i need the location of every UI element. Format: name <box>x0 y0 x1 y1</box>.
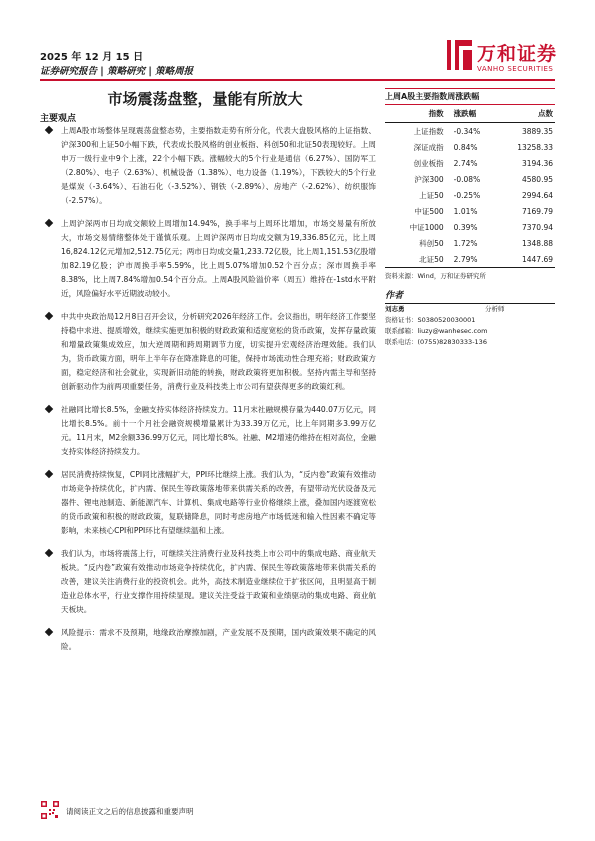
table-header-row <box>385 105 555 123</box>
page-title: 市场震荡盘整，量能有所放大 <box>107 90 303 108</box>
column-header: 点数 <box>507 105 555 123</box>
table-row: 科创50 1.72% 1348.88 <box>419 238 553 248</box>
index-table <box>385 105 555 268</box>
author-email: 联系邮箱：liuzy@wanhesec.com <box>385 327 488 335</box>
table-row: 中证500 1.01% 7169.79 <box>414 206 553 216</box>
diamond-bullet-icon <box>45 312 53 320</box>
company-logo <box>447 38 575 80</box>
author-phone: 联系电话：(0755)82830333-136 <box>385 338 487 346</box>
index-table-title: 上周A股主要指数周涨跌幅 <box>385 88 555 105</box>
bullet-item: 居民消费持续恢复，CPI同比涨幅扩大，PPI环比继续上涨。我们认为，“反内卷”政策有效推动市场竞争持续优化，扩内需、保民生等政策落地带来供需关系的改善，有望带动光伏设备及元器件、锂电池制造、新能源汽车、计算机、集成电路等行业价格继续上涨，叠加国内逐渡宽松的货币政策和积极的财政政策，复联储降息，同时考虑房地产市场低迷和输入性因素不确定等影响，未来核心CPI和PPI环比有望继续温和上涨。 <box>46 468 376 538</box>
column-header: 涨跌幅 <box>446 105 507 123</box>
bullet-item: 上周沪深两市日均成交额较上周增加14.94%，换手率与上周环比增加，市场交易量有所放大，市场交易情绪整体处于谨慎乐观。上周沪深两市日均成交额为19,336.85亿元，比上周16,824.12亿元增加2,512.75亿元；两市日均成交量1,233.72亿股，比上周1,151.53亿股增加82.19亿股；沪市周换手率5.59%，比上周5.07%增加0.52个百分点；深市周换手率8.38%，比上周7.84%增加0.54个百分点。上周A股风险溢价率（周五）维持在-1std水平附近，风险偏好水平近期波动较小。 <box>46 217 376 301</box>
section-label: 主要观点 <box>40 114 77 124</box>
table-row: 沪深300 -0.08% 4580.95 <box>414 174 553 184</box>
table-row: 深证成指 0.84% 13258.33 <box>413 142 553 152</box>
diamond-bullet-icon <box>45 470 53 478</box>
qr-code-icon <box>40 800 60 820</box>
table-row: 北证50 2.79% 1447.69 <box>385 251 555 268</box>
diamond-bullet-icon <box>45 405 53 413</box>
table-row: 上证50 -0.25% 2994.64 <box>419 190 553 200</box>
report-date: 2025 年 12 月 15 日 <box>40 52 144 63</box>
bullet-item: 中共中央政治局12月8日召开会议，分析研究2026年经济工作。会议指出，明年经济工作要坚持稳中求进、提质增效，继续实施更加积极的财政政策和适度宽松的货币政策，发挥存量政策和增量政策集成效应，加大逆周期和跨周期调节力度，切实提升宏观经济治理效能。我们认为，货币政策方面，明年上半年存在降准降息的可能，保持市场流动性合理充裕；财政政策方面，稳定经济和社会就业，实现新旧动能的转换，财政政策将更加积极。坚持内需主导和坚持创新驱动作为前两项重要任务，消费行业及科技类上市公司有望获得更多的政策红利。 <box>46 310 376 394</box>
bullet-item: 上周A股市场整体呈现震荡盘整态势，主要指数走势有所分化，代表大盘股风格的上证指数、沪深300和上证50小幅下跌，代表成长股风格的创业板指、科创50和北证50表现较好。上周申万一级行业中9个上涨，22个小幅下跌。涨幅较大的5个行业是通信（6.27%）、国防军工（2.80%）、电子（2.63%）、机械设备（1.38%）、电力设备（1.19%），下跌较大的5个行业是煤炭（-3.64%）、石油石化（-3.52%）、钢铁（-2.89%）、房地产（-2.62%）、纺织服饰（-2.57%）。 <box>46 124 376 208</box>
table-row: 中证1000 0.39% 7370.94 <box>409 222 553 232</box>
bullet-item: 风险提示：需求不及预期，地缘政治摩擦加剧，产业发展不及预期，国内政策效果不确定的风险。 <box>46 626 376 654</box>
diamond-bullet-icon <box>45 126 53 134</box>
bullet-item: 我们认为，市场将震荡上行，可继续关注消费行业及科技类上市公司中的集成电路、商业航天板块。“反内卷”政策有效推动市场竞争持续优化，扩内需、保民生等政策落地带来供需关系的改善，建议关注消费行业的投资机会。此外，高技术制造业继续位于扩张区间，且明显高于制造业总体水平，行业支撑作用持续显现。建议关注受益于政策和业绩驱动的集成电路、商业航天板块。 <box>46 547 376 617</box>
logo-en-text: VANHO SECURITIES <box>477 65 554 73</box>
sidebar <box>385 88 555 348</box>
author-name-row <box>385 304 555 315</box>
logo-mark-icon <box>447 40 472 70</box>
diamond-bullet-icon <box>45 219 53 227</box>
author-cert: 资格证书：S0380520030001 <box>385 316 476 324</box>
column-header: 指数 <box>385 105 446 123</box>
bullet-item: 社融同比增长8.5%，金融支持实体经济持续发力。11月末社融规模存量为440.07万亿元，同比增长8.5%。前十一个月社会融资规模增量累计为33.39万亿元，比上年同期多3.99万亿元。11月末，M2余额336.99万亿元，同比增长8%。社融、M2增速仍维持在相对高位，金融支持实体经济持续发力。 <box>46 403 376 459</box>
author-heading: 作者 <box>385 288 555 304</box>
table-source: 资料来源：Wind，万和证券研究所 <box>385 272 486 280</box>
author-role: 分析师 <box>485 305 505 313</box>
table-row: 上证指数 -0.34% 3889.35 <box>413 126 553 136</box>
disclaimer-note: 请阅读正文之后的信息披露和重要声明 <box>66 807 194 816</box>
logo-cn-text: 万和证券 <box>477 43 558 65</box>
report-series: 证券研究报告 | 策略研究 | 策略周报 <box>40 66 194 77</box>
diamond-bullet-icon <box>45 549 53 557</box>
author-name: 刘志勇 <box>385 305 405 313</box>
main-points <box>46 124 376 663</box>
header-rule <box>40 79 555 81</box>
diamond-bullet-icon <box>45 628 53 636</box>
table-row: 创业板指 2.74% 3194.36 <box>413 158 553 168</box>
